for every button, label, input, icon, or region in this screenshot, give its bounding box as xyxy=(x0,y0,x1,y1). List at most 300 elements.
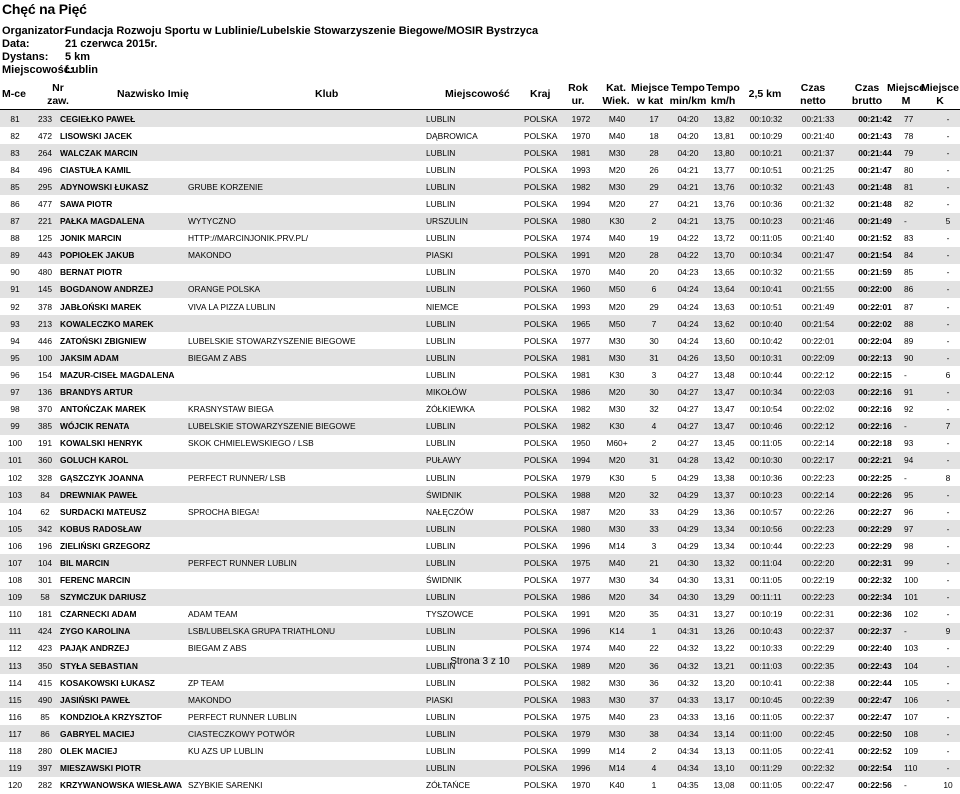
cell-city: DĄBROWICA xyxy=(426,130,478,141)
cell-bib: 423 xyxy=(38,643,52,654)
cell-women-place: - xyxy=(936,520,960,537)
cell-men-place: - xyxy=(904,213,936,230)
cell-speed: 13,45 xyxy=(713,438,735,449)
cell-club: LSB/LUBELSKA GRUPA TRIATHLONU xyxy=(188,623,426,640)
cell-city: ŚWIDNIK xyxy=(426,575,462,586)
cell-club: PERFECT RUNNER LUBLIN xyxy=(188,554,426,571)
cell-bib: 85 xyxy=(40,711,50,722)
cell-year: 1999 xyxy=(571,746,591,757)
cell-category: M50 xyxy=(596,315,638,332)
cell-country: POLSKA xyxy=(524,780,558,791)
cell-speed: 13,75 xyxy=(706,213,742,230)
cell-speed: 13,34 xyxy=(713,540,735,551)
cell-category: M40 xyxy=(608,130,626,141)
cell-men-place: 102 xyxy=(904,609,918,620)
cell-gross-time: 00:21:52 xyxy=(858,233,892,244)
cell-club: VIVA LA PIZZA LUBLIN xyxy=(188,301,276,312)
cell-men-place: 96 xyxy=(904,506,914,517)
table-row xyxy=(0,298,960,315)
header-bib-1: Nr xyxy=(52,82,64,94)
cell-year: 1979 xyxy=(571,472,591,483)
cell-name: GOLUCH KAROL xyxy=(60,452,188,469)
cell-category: M40 xyxy=(608,643,626,654)
cell-net-time: 00:22:23 xyxy=(801,540,835,551)
cell-pace: 04:20 xyxy=(677,130,699,141)
cell-year: 1982 xyxy=(571,404,591,415)
header-speed-2: km/h xyxy=(710,95,736,107)
cell-year: 1981 xyxy=(566,144,596,161)
cell-cat-place: 23 xyxy=(649,711,659,722)
cell-gross-time: 00:22:16 xyxy=(846,384,904,401)
cell-city: LUBLIN xyxy=(426,438,456,449)
table-row xyxy=(0,503,960,520)
cell-year: 1981 xyxy=(571,369,591,380)
cell-men-place: 100 xyxy=(904,575,918,586)
cell-club xyxy=(188,589,426,606)
table-row xyxy=(0,674,960,691)
cell-speed: 13,70 xyxy=(706,247,742,264)
cell-city: TYSZOWCE xyxy=(426,609,474,620)
cell-year: 1996 xyxy=(566,623,596,640)
cell-category: M30 xyxy=(596,725,638,742)
cell-name: ZYGO KAROLINA xyxy=(60,623,188,640)
cell-cat-place: 2 xyxy=(638,213,670,230)
cell-club: PERFECT RUNNER LUBLIN xyxy=(188,711,297,722)
cell-speed: 13,10 xyxy=(706,760,742,777)
table-row xyxy=(0,486,960,503)
cell-year: 1993 xyxy=(571,301,591,312)
cell-speed: 13,14 xyxy=(706,725,742,742)
cell-place: 110 xyxy=(8,609,22,620)
cell-gross-time: 00:22:27 xyxy=(858,506,892,517)
cell-split-time: 00:10:41 xyxy=(749,677,783,688)
cell-split-time: 00:10:21 xyxy=(742,144,790,161)
cell-city: ZÓŁTAŃCE xyxy=(426,780,471,791)
cell-place: 109 xyxy=(0,589,30,606)
table-row xyxy=(0,623,960,640)
cell-gross-time: 00:22:31 xyxy=(846,554,904,571)
cell-pace: 04:34 xyxy=(670,760,706,777)
cell-pace: 04:28 xyxy=(670,452,706,469)
cell-cat-place: 21 xyxy=(638,554,670,571)
table-row xyxy=(0,589,960,606)
cell-split-time: 00:10:41 xyxy=(742,281,790,298)
table-row xyxy=(0,760,960,777)
cell-place: 115 xyxy=(0,691,30,708)
cell-category: K30 xyxy=(596,213,638,230)
cell-net-time: 00:21:25 xyxy=(801,164,835,175)
cell-place: 98 xyxy=(10,404,20,415)
cell-year: 1980 xyxy=(566,520,596,537)
cell-net-time: 00:22:23 xyxy=(801,472,835,483)
cell-pace: 04:21 xyxy=(677,199,699,210)
header-pace-1: Tempo xyxy=(671,82,705,94)
cell-cat-place: 27 xyxy=(649,199,659,210)
cell-name: CEGIEŁKO PAWEŁ xyxy=(60,110,188,127)
cell-split-time: 00:11:29 xyxy=(742,760,790,777)
cell-place: 107 xyxy=(0,554,30,571)
cell-split-time: 00:10:32 xyxy=(742,178,790,195)
cell-women-place: - xyxy=(946,301,950,312)
cell-split-time: 00:10:23 xyxy=(742,213,790,230)
cell-gross-time: 00:22:26 xyxy=(846,486,904,503)
page-footer: Strona 3 z 10 xyxy=(450,656,510,667)
cell-category: M20 xyxy=(608,609,626,620)
cell-net-time: 00:21:32 xyxy=(801,199,835,210)
cell-place: 119 xyxy=(0,760,30,777)
cell-gross-time: 00:22:16 xyxy=(858,404,892,415)
cell-cat-place: 32 xyxy=(649,404,659,415)
cell-category: M30 xyxy=(608,677,626,688)
table-row xyxy=(0,691,960,708)
cell-split-time: 00:10:33 xyxy=(749,643,783,654)
cell-women-place: - xyxy=(936,315,960,332)
cell-split-time: 00:11:05 xyxy=(750,233,782,244)
cell-category: M20 xyxy=(608,164,626,175)
cell-cat-place: 4 xyxy=(638,418,670,435)
cell-year: 1950 xyxy=(571,438,591,449)
cell-bib: 145 xyxy=(30,281,60,298)
cell-name: KOWALECZKO MAREK xyxy=(60,315,188,332)
info-label: Organizator: xyxy=(2,25,68,37)
cell-category: M40 xyxy=(608,711,626,722)
cell-place: 113 xyxy=(0,657,30,674)
cell-category: M20 xyxy=(596,589,638,606)
cell-split-time: 00:10:56 xyxy=(742,520,790,537)
cell-cat-place: 3 xyxy=(651,369,657,380)
table-row xyxy=(0,230,960,247)
cell-pace: 04:23 xyxy=(677,267,699,278)
cell-country: POLSKA xyxy=(524,643,558,654)
cell-place: 88 xyxy=(10,233,20,244)
cell-club: BIEGAM Z ABS xyxy=(188,349,426,366)
cell-women-place: - xyxy=(946,335,950,346)
cell-country: POLSKA xyxy=(524,144,566,161)
cell-split-time: 00:10:30 xyxy=(742,452,790,469)
cell-category: K30 xyxy=(609,369,625,380)
cell-pace: 04:20 xyxy=(670,144,706,161)
cell-name: KOBUS RADOSŁAW xyxy=(60,520,188,537)
cell-country: POLSKA xyxy=(524,486,566,503)
cell-men-place: 98 xyxy=(904,540,914,551)
cell-city: LUBLIN xyxy=(426,725,524,742)
cell-year: 1974 xyxy=(571,643,591,654)
cell-name: JABŁOŃSKI MAREK xyxy=(60,301,142,312)
cell-bib: 264 xyxy=(30,144,60,161)
cell-net-time: 00:22:39 xyxy=(790,691,846,708)
cell-cat-place: 22 xyxy=(649,643,659,654)
cell-gross-time: 00:21:59 xyxy=(858,267,892,278)
cell-category: M20 xyxy=(596,657,638,674)
cell-club: MAKONDO xyxy=(188,247,426,264)
cell-speed: 13,27 xyxy=(713,609,735,620)
cell-category: M60+ xyxy=(606,438,628,449)
cell-year: 1970 xyxy=(571,780,591,791)
cell-net-time: 00:22:37 xyxy=(790,623,846,640)
cell-country: POLSKA xyxy=(524,384,566,401)
cell-women-place: - xyxy=(946,233,950,244)
cell-bib: 342 xyxy=(30,520,60,537)
header-year-1: Rok xyxy=(568,82,588,94)
cell-club xyxy=(188,127,426,144)
header-net-1: Czas xyxy=(800,82,826,94)
cell-bib: 378 xyxy=(38,301,52,312)
cell-place: 118 xyxy=(8,746,22,757)
cell-pace: 04:27 xyxy=(677,369,699,380)
cell-bib: 385 xyxy=(30,418,60,435)
cell-city: URSZULIN xyxy=(426,213,524,230)
cell-bib: 100 xyxy=(30,349,60,366)
cell-club xyxy=(188,315,426,332)
cell-men-place: 110 xyxy=(904,760,936,777)
cell-men-place: - xyxy=(904,472,907,483)
cell-speed: 13,21 xyxy=(706,657,742,674)
cell-women-place: - xyxy=(936,384,960,401)
cell-women-place: - xyxy=(936,725,960,742)
cell-name: JAKSIM ADAM xyxy=(60,349,188,366)
cell-pace: 04:33 xyxy=(670,691,706,708)
cell-name: LISOWSKI JACEK xyxy=(60,130,133,141)
cell-women-place: - xyxy=(946,746,950,757)
cell-pace: 04:34 xyxy=(677,746,699,757)
cell-bib: 350 xyxy=(30,657,60,674)
cell-gross-time: 00:22:32 xyxy=(858,575,892,586)
cell-year: 1975 xyxy=(571,711,591,722)
cell-country: POLSKA xyxy=(524,711,558,722)
table-row xyxy=(0,161,960,178)
cell-country: POLSKA xyxy=(524,623,566,640)
cell-women-place: - xyxy=(936,691,960,708)
cell-place: 91 xyxy=(0,281,30,298)
cell-cat-place: 31 xyxy=(638,452,670,469)
cell-country: POLSKA xyxy=(524,691,566,708)
cell-category: M20 xyxy=(596,486,638,503)
cell-cat-place: 36 xyxy=(638,657,670,674)
cell-year: 1996 xyxy=(566,760,596,777)
cell-pace: 04:26 xyxy=(670,349,706,366)
cell-name: KOWALSKI HENRYK xyxy=(60,438,143,449)
cell-cat-place: 1 xyxy=(638,623,670,640)
cell-split-time: 00:10:43 xyxy=(742,623,790,640)
cell-place: 83 xyxy=(0,144,30,161)
table-row xyxy=(0,195,960,212)
cell-city: LUBLIN xyxy=(426,199,456,210)
cell-bib: 58 xyxy=(30,589,60,606)
cell-category: M30 xyxy=(596,520,638,537)
cell-net-time: 00:22:19 xyxy=(801,575,835,586)
cell-men-place: 101 xyxy=(904,589,936,606)
cell-city: LUBLIN xyxy=(426,178,524,195)
cell-gross-time: 00:22:50 xyxy=(846,725,904,742)
cell-country: POLSKA xyxy=(524,760,566,777)
cell-men-place: 105 xyxy=(904,677,918,688)
cell-speed: 13,36 xyxy=(713,506,735,517)
cell-bib: 104 xyxy=(30,554,60,571)
cell-cat-place: 33 xyxy=(638,520,670,537)
cell-club: BIEGAM Z ABS xyxy=(188,643,247,654)
cell-pace: 04:33 xyxy=(677,711,699,722)
cell-club: ORANGE POLSKA xyxy=(188,281,426,298)
cell-split-time: 00:11:04 xyxy=(742,554,790,571)
cell-pace: 04:21 xyxy=(670,178,706,195)
cell-country: POLSKA xyxy=(524,506,558,517)
cell-country: POLSKA xyxy=(524,472,558,483)
cell-category: M14 xyxy=(608,746,626,757)
cell-country: POLSKA xyxy=(524,589,566,606)
cell-name: CZARNECKI ADAM xyxy=(60,609,137,620)
cell-category: M20 xyxy=(596,247,638,264)
cell-year: 1996 xyxy=(571,540,591,551)
cell-category: M20 xyxy=(596,452,638,469)
header-gross-2: brutto xyxy=(851,95,883,107)
cell-city: LUBLIN xyxy=(426,369,456,380)
cell-name: ZIELIŃSKI GRZEGORZ xyxy=(60,540,151,551)
cell-country: POLSKA xyxy=(524,554,566,571)
cell-men-place: - xyxy=(904,369,907,380)
cell-speed: 13,29 xyxy=(706,589,742,606)
cell-net-time: 00:22:17 xyxy=(790,452,846,469)
table-row xyxy=(0,366,960,383)
header-category-2: Wiek. xyxy=(602,95,630,107)
cell-place: 102 xyxy=(8,472,22,483)
table-header xyxy=(0,81,960,109)
cell-women-place: 7 xyxy=(936,418,960,435)
table-row xyxy=(0,572,960,589)
cell-category: M40 xyxy=(596,110,638,127)
cell-place: 111 xyxy=(0,623,30,640)
cell-city: LUBLIN xyxy=(426,657,524,674)
cell-gross-time: 00:22:36 xyxy=(858,609,892,620)
cell-women-place: - xyxy=(936,589,960,606)
cell-place: 114 xyxy=(8,677,22,688)
cell-cat-place: 17 xyxy=(638,110,670,127)
table-row xyxy=(0,332,960,349)
cell-split-time: 00:11:05 xyxy=(750,780,782,791)
table-row xyxy=(0,401,960,418)
cell-year: 1970 xyxy=(571,267,591,278)
cell-women-place: - xyxy=(946,711,950,722)
cell-speed: 13,81 xyxy=(713,130,735,141)
cell-club: MAKONDO xyxy=(188,691,426,708)
cell-bib: 496 xyxy=(38,164,52,175)
cell-category: M30 xyxy=(596,178,638,195)
info-value: Lublin xyxy=(65,64,98,76)
cell-club: SKOK CHMIELEWSKIEGO / LSB xyxy=(188,438,314,449)
cell-speed: 13,16 xyxy=(713,711,735,722)
cell-bib: 86 xyxy=(30,725,60,742)
cell-women-place: 8 xyxy=(945,472,951,483)
cell-women-place: - xyxy=(936,281,960,298)
cell-men-place: 92 xyxy=(904,404,914,415)
cell-gross-time: 00:21:47 xyxy=(858,164,892,175)
cell-men-place: 97 xyxy=(904,520,936,537)
cell-gross-time: 00:21:42 xyxy=(846,110,904,127)
cell-gross-time: 00:21:49 xyxy=(846,213,904,230)
cell-speed: 13,63 xyxy=(713,301,735,312)
cell-gross-time: 00:22:40 xyxy=(858,643,892,654)
cell-speed: 13,22 xyxy=(713,643,735,654)
cell-cat-place: 34 xyxy=(649,575,659,586)
cell-country: POLSKA xyxy=(524,335,558,346)
cell-women-place: 10 xyxy=(943,780,953,791)
cell-split-time: 00:10:23 xyxy=(742,486,790,503)
info-value: 5 km xyxy=(65,51,91,63)
cell-name: PAJĄK ANDRZEJ xyxy=(60,643,130,654)
cell-club xyxy=(188,161,426,178)
cell-gross-time: 00:22:37 xyxy=(846,623,904,640)
table-row xyxy=(0,435,960,452)
cell-name: SZYMCZUK DARIUSZ xyxy=(60,589,188,606)
cell-pace: 04:32 xyxy=(677,643,699,654)
cell-men-place: 83 xyxy=(904,233,914,244)
cell-pace: 04:29 xyxy=(677,506,699,517)
cell-category: M30 xyxy=(596,349,638,366)
cell-net-time: 00:22:38 xyxy=(801,677,835,688)
table-row xyxy=(0,213,960,230)
cell-men-place: 104 xyxy=(904,657,936,674)
cell-women-place: - xyxy=(946,609,950,620)
cell-city: LUBLIN xyxy=(426,540,456,551)
cell-net-time: 00:22:14 xyxy=(801,438,835,449)
cell-country: POLSKA xyxy=(524,281,566,298)
cell-cat-place: 34 xyxy=(638,589,670,606)
cell-gross-time: 00:22:04 xyxy=(858,335,892,346)
cell-net-time: 00:22:35 xyxy=(790,657,846,674)
cell-pace: 04:27 xyxy=(677,404,699,415)
cell-category: M30 xyxy=(608,575,626,586)
cell-country: POLSKA xyxy=(524,267,558,278)
cell-city: NIEMCE xyxy=(426,301,459,312)
cell-bib: 280 xyxy=(38,746,52,757)
cell-cat-place: 32 xyxy=(638,486,670,503)
cell-name: ZATOŃSKI ZBIGNIEW xyxy=(60,335,147,346)
cell-category: M30 xyxy=(596,691,638,708)
cell-split-time: 00:10:34 xyxy=(742,384,790,401)
cell-cat-place: 4 xyxy=(638,760,670,777)
cell-city: LUBLIN xyxy=(426,623,524,640)
header-cat-place-1: Miejsce xyxy=(631,82,669,94)
cell-bib: 480 xyxy=(38,267,52,278)
cell-speed: 13,32 xyxy=(706,554,742,571)
cell-place: 87 xyxy=(0,213,30,230)
cell-women-place: - xyxy=(936,760,960,777)
cell-city: NAŁĘCZÓW xyxy=(426,506,474,517)
cell-bib: 295 xyxy=(30,178,60,195)
cell-category: M40 xyxy=(608,233,626,244)
cell-country: POLSKA xyxy=(524,213,566,230)
cell-city: LUBLIN xyxy=(426,554,524,571)
header-place: M-ce xyxy=(2,88,26,100)
cell-name: STYŁA SEBASTIAN xyxy=(60,657,188,674)
cell-place: 99 xyxy=(0,418,30,435)
cell-year: 1994 xyxy=(566,452,596,469)
cell-split-time: 00:10:42 xyxy=(749,335,783,346)
cell-city: MIKOŁÓW xyxy=(426,384,524,401)
table-row xyxy=(0,127,960,144)
cell-speed: 13,20 xyxy=(713,677,735,688)
header-men-place-1: Miejsce xyxy=(887,82,925,94)
cell-net-time: 00:22:31 xyxy=(801,609,835,620)
cell-cat-place: 35 xyxy=(649,609,659,620)
cell-year: 1975 xyxy=(566,554,596,571)
cell-name: MAZUR-CISEŁ MAGDALENA xyxy=(60,369,175,380)
cell-city: ŚWIDNIK xyxy=(426,486,524,503)
cell-men-place: 107 xyxy=(904,711,918,722)
cell-split-time: 00:10:45 xyxy=(742,691,790,708)
cell-gross-time: 00:22:15 xyxy=(858,369,892,380)
cell-category: M20 xyxy=(608,506,626,517)
cell-men-place: 95 xyxy=(904,486,936,503)
